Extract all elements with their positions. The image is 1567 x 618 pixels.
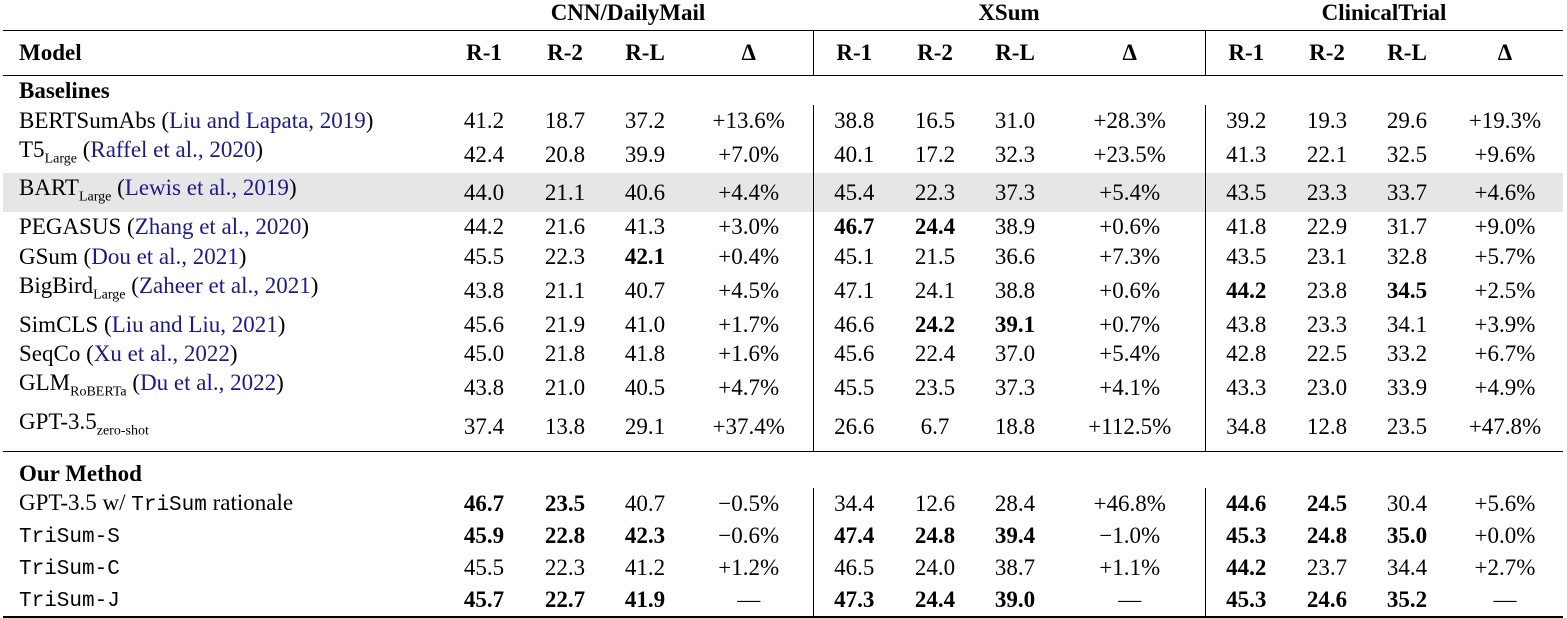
metric-cell: +112.5% — [1088, 413, 1172, 439]
citation-link: Liu and Liu, 2021 — [111, 311, 278, 337]
table-row — [3, 105, 1563, 134]
model-name: GSum (Dou et al., 2021) — [19, 243, 247, 269]
metric-cell: 22.3 — [544, 555, 586, 581]
metric-cell: 47.4 — [813, 520, 895, 552]
metric-cell: 41.3 — [1205, 135, 1287, 174]
metric-cell: 40.1 — [813, 135, 895, 174]
metric-cell: 43.8 — [463, 374, 505, 400]
metric-cell: 43.8 — [463, 277, 505, 303]
metric-cell: 24.5 — [1306, 491, 1348, 517]
metric-cell: 16.5 — [914, 107, 956, 133]
dataset-group-row — [3, 0, 1563, 31]
metric-cell: +9.0% — [1474, 214, 1536, 240]
metric-cell: — — [1055, 584, 1205, 617]
metric-cell: 37.2 — [624, 107, 666, 133]
model-label-suffix: rationale — [206, 489, 294, 515]
metric-cell: 35.0 — [1386, 523, 1428, 549]
metric-cell: 47.1 — [813, 271, 895, 310]
metric-cell: +3.0% — [718, 214, 780, 240]
metric-cell: 34.8 — [1205, 407, 1287, 452]
metric-cell: 32.5 — [1386, 141, 1428, 167]
metric-cell: 45.0 — [463, 340, 505, 366]
metric-cell: 24.8 — [914, 523, 956, 549]
model-name: SeqCo (Xu et al., 2022) — [19, 340, 238, 366]
metric-cell: 23.3 — [1306, 311, 1348, 337]
header-delta: Δ — [1447, 31, 1563, 76]
metric-cell: 45.5 — [463, 243, 505, 269]
metric-cell: 45.5 — [813, 368, 895, 407]
metric-cell: 29.6 — [1386, 107, 1428, 133]
header-r1: R-1 — [443, 31, 525, 76]
citation-link: Dou et al., 2021 — [91, 243, 239, 269]
metric-cell: +7.0% — [718, 141, 780, 167]
metric-cell: 23.7 — [1306, 555, 1348, 581]
model-name: SimCLS (Liu and Liu, 2021) — [19, 311, 286, 337]
dataset-xsum: XSum — [978, 0, 1040, 25]
metric-cell: 24.8 — [1306, 523, 1348, 549]
metric-cell: 40.7 — [624, 277, 666, 303]
table-row — [3, 212, 1563, 241]
metric-cell: 24.4 — [895, 584, 975, 617]
metric-cell: 45.9 — [463, 523, 505, 549]
metric-cell: 39.2 — [1205, 105, 1287, 134]
table-row — [3, 488, 1563, 520]
model-name — [3, 488, 443, 520]
metric-cell: +13.6% — [712, 107, 785, 133]
metric-cell: 47.3 — [813, 584, 895, 617]
metric-cell: 42.1 — [624, 243, 666, 269]
table-row — [3, 552, 1563, 584]
metric-cell: 34.4 — [813, 488, 895, 520]
metric-cell: +4.5% — [718, 277, 780, 303]
metric-cell: 21.0 — [544, 374, 586, 400]
model-subscript: Large — [93, 287, 126, 303]
metric-cell: 43.3 — [1205, 368, 1287, 407]
metric-cell: +5.4% — [1055, 173, 1205, 212]
metric-cell: 21.1 — [544, 277, 586, 303]
model-label: T5 — [19, 136, 45, 162]
metric-cell: 6.7 — [920, 413, 950, 439]
metric-cell: −1.0% — [1099, 523, 1161, 549]
metric-cell: +1.6% — [718, 340, 780, 366]
metric-cell: 45.4 — [813, 173, 895, 212]
header-rl: R-L — [605, 31, 685, 76]
metric-cell: 24.1 — [914, 277, 956, 303]
model-label: GLM — [19, 370, 71, 396]
model-label: BERTSumAbs — [19, 107, 156, 133]
table-row — [3, 520, 1563, 552]
metric-cell: — — [1447, 584, 1563, 617]
model-label: GPT-3.5 w/ — [19, 489, 132, 515]
header-rl: R-L — [975, 31, 1055, 76]
model-label: BigBird — [19, 272, 94, 298]
metric-cell: +4.1% — [1099, 374, 1161, 400]
metric-cell: 12.8 — [1306, 413, 1348, 439]
metric-cell: 37.4 — [463, 413, 505, 439]
metric-cell: 22.3 — [895, 173, 975, 212]
metric-cell: 41.2 — [624, 555, 666, 581]
metric-cell: 40.5 — [624, 374, 666, 400]
metric-cell: 44.2 — [1205, 271, 1287, 310]
metric-cell: 31.7 — [1386, 214, 1428, 240]
metric-cell: 46.7 — [463, 491, 505, 517]
metric-cell: +5.6% — [1474, 491, 1536, 517]
metric-cell: +47.8% — [1468, 413, 1542, 439]
table-body — [3, 76, 1563, 617]
metric-cell: +6.7% — [1474, 340, 1536, 366]
model-label: PEGASUS — [19, 214, 122, 240]
method-name: TriSum-C — [19, 557, 120, 581]
metric-cell: 38.9 — [994, 214, 1036, 240]
metric-cell: +4.9% — [1474, 374, 1536, 400]
metric-cell: 45.1 — [813, 241, 895, 270]
metric-cell: 23.3 — [1287, 173, 1367, 212]
metric-cell: 34.5 — [1386, 277, 1428, 303]
section-title: Our Method — [3, 452, 1563, 488]
model-label: SeqCo — [19, 340, 81, 366]
section-row — [3, 76, 1563, 106]
metric-cell: 18.8 — [994, 413, 1036, 439]
citation-link: Lewis et al., 2019 — [124, 175, 289, 201]
metric-cell: 39.9 — [624, 141, 666, 167]
table-row — [3, 368, 1563, 407]
metric-cell: +4.6% — [1447, 173, 1563, 212]
header-delta: Δ — [1055, 31, 1205, 76]
metric-cell: 45.3 — [1205, 520, 1287, 552]
metric-cell: +9.6% — [1474, 141, 1536, 167]
metric-cell: 37.3 — [994, 374, 1036, 400]
metric-cell: 23.8 — [1306, 277, 1348, 303]
metric-cell: 18.7 — [544, 107, 586, 133]
column-header-row — [3, 31, 1563, 76]
model-name: PEGASUS (Zhang et al., 2020) — [19, 214, 310, 240]
citation-link: Du et al., 2022 — [140, 370, 277, 396]
dataset-cnn-dailymail: CNN/DailyMail — [550, 0, 706, 25]
metric-cell: +37.4% — [712, 413, 785, 439]
metric-cell: 39.0 — [975, 584, 1055, 617]
metric-cell: 20.8 — [544, 141, 586, 167]
metric-cell: 46.7 — [813, 212, 895, 241]
model-name: $T5_{Large}$ (Raffel et al., 2020) — [19, 136, 264, 167]
metric-cell: 17.2 — [914, 141, 956, 167]
section-title: Baselines — [19, 78, 110, 104]
metric-cell: +1.1% — [1099, 555, 1161, 581]
metric-cell: 21.1 — [525, 173, 605, 212]
metric-cell: 22.9 — [1306, 214, 1348, 240]
metric-cell: +0.6% — [1099, 214, 1161, 240]
metric-cell: 39.1 — [994, 311, 1036, 337]
metric-cell: 43.5 — [1205, 241, 1287, 270]
metric-cell: 28.4 — [994, 491, 1036, 517]
metric-cell: 24.6 — [1287, 584, 1367, 617]
model-label: BART — [19, 175, 79, 201]
metric-cell: 29.1 — [624, 413, 666, 439]
metric-cell: 41.8 — [624, 340, 666, 366]
citation-link: Zhang et al., 2020 — [134, 214, 302, 240]
metric-cell: 31.0 — [994, 107, 1036, 133]
metric-cell: 21.6 — [544, 214, 586, 240]
metric-cell: 45.3 — [1205, 584, 1287, 617]
metric-cell: 39.4 — [994, 523, 1036, 549]
metric-cell: +3.9% — [1474, 311, 1536, 337]
metric-cell: 41.8 — [1205, 212, 1287, 241]
citation-link: Xu et al., 2022 — [93, 340, 230, 366]
metric-cell: 40.7 — [624, 491, 666, 517]
model-name — [3, 407, 443, 452]
metric-cell: 22.1 — [1306, 141, 1348, 167]
metric-cell: 43.5 — [1205, 173, 1287, 212]
model-subscript: Large — [78, 189, 112, 205]
dataset-clinicaltrial: ClinicalTrial — [1321, 0, 1447, 25]
header-delta: Δ — [685, 31, 813, 76]
metric-cell: 44.0 — [443, 173, 525, 212]
metric-cell: +4.7% — [718, 374, 780, 400]
citation-link: Raffel et al., 2020 — [90, 136, 256, 162]
metric-cell: 37.3 — [975, 173, 1055, 212]
metric-cell: +1.7% — [718, 311, 780, 337]
metric-cell: 34.1 — [1386, 311, 1428, 337]
header-r2: R-2 — [895, 31, 975, 76]
model-label: GSum — [19, 243, 78, 269]
metric-cell: 40.6 — [605, 173, 685, 212]
metric-cell: +2.5% — [1474, 277, 1536, 303]
method-name: TriSum-J — [19, 589, 120, 613]
metric-cell: 42.8 — [1205, 339, 1287, 368]
section-row — [3, 452, 1563, 488]
metric-cell: +23.5% — [1093, 141, 1166, 167]
metric-cell: 38.7 — [994, 555, 1036, 581]
metric-cell: 42.3 — [624, 523, 666, 549]
model-name — [3, 552, 443, 584]
results-table — [3, 0, 1563, 618]
metric-cell: 42.4 — [463, 141, 505, 167]
header-r1: R-1 — [1205, 31, 1287, 76]
metric-cell: — — [685, 584, 813, 617]
metric-cell: 22.5 — [1306, 340, 1348, 366]
metric-cell: +28.3% — [1093, 107, 1166, 133]
metric-cell: 37.0 — [994, 340, 1036, 366]
header-r2: R-2 — [525, 31, 605, 76]
metric-cell: +0.0% — [1474, 523, 1536, 549]
metric-cell: +0.4% — [718, 243, 780, 269]
header-rl: R-L — [1367, 31, 1447, 76]
metric-cell: 41.2 — [463, 107, 505, 133]
metric-cell: 30.4 — [1386, 491, 1428, 517]
table-row — [3, 584, 1563, 617]
header-model: Model — [3, 31, 443, 76]
metric-cell: 23.5 — [914, 374, 956, 400]
citation-link: Liu and Lapata, 2019 — [169, 107, 366, 133]
metric-cell: +2.7% — [1474, 555, 1536, 581]
metric-cell: 21.9 — [544, 311, 586, 337]
metric-cell: 23.5 — [1386, 413, 1428, 439]
model-name — [3, 584, 443, 617]
table-row — [3, 407, 1563, 452]
metric-cell: −0.6% — [718, 523, 780, 549]
metric-cell: 22.4 — [914, 340, 956, 366]
metric-cell: 23.5 — [544, 491, 586, 517]
metric-cell: +1.2% — [718, 555, 780, 581]
model-name: BigBird$_{Large}$ (Zaheer et al., 2021) — [19, 272, 319, 303]
model-label: SimCLS — [19, 311, 99, 337]
metric-cell: 32.3 — [994, 141, 1036, 167]
metric-cell: 24.2 — [914, 311, 956, 337]
metric-cell: 45.5 — [463, 555, 505, 581]
metric-cell: 36.6 — [994, 243, 1036, 269]
model-name: BERTSumAbs (Liu and Lapata, 2019) — [19, 107, 374, 133]
metric-cell: 13.8 — [544, 413, 586, 439]
metric-cell: 34.4 — [1386, 555, 1428, 581]
metric-cell: 43.8 — [1205, 309, 1287, 338]
metric-cell: 26.6 — [813, 407, 895, 452]
method-name: TriSum — [131, 493, 207, 517]
metric-cell: 38.8 — [813, 105, 895, 134]
table-row — [3, 309, 1563, 338]
metric-cell: 45.6 — [813, 339, 895, 368]
metric-cell: +0.7% — [1099, 311, 1161, 337]
metric-cell: 41.0 — [624, 311, 666, 337]
model-name: $BART_{Large}$ (Lewis et al., 2019) — [3, 173, 443, 212]
header-r2: R-2 — [1287, 31, 1367, 76]
metric-cell: 19.3 — [1306, 107, 1348, 133]
metric-cell: 44.2 — [1205, 552, 1287, 584]
metric-cell: 41.9 — [605, 584, 685, 617]
model-label: GPT-3.5 — [19, 408, 97, 434]
metric-cell: 41.3 — [624, 214, 666, 240]
metric-cell: 24.4 — [914, 214, 956, 240]
table-row — [3, 173, 1563, 212]
metric-cell: 38.8 — [994, 277, 1036, 303]
metric-cell: 32.8 — [1386, 243, 1428, 269]
metric-cell: +46.8% — [1093, 491, 1166, 517]
metric-cell: 33.2 — [1386, 340, 1428, 366]
table-row — [3, 271, 1563, 310]
metric-cell: +5.7% — [1474, 243, 1536, 269]
model-subscript: zero-shot — [96, 423, 149, 439]
model-subscript: Large — [44, 151, 77, 167]
metric-cell: 22.3 — [544, 243, 586, 269]
model-name — [3, 520, 443, 552]
table-row — [3, 241, 1563, 270]
metric-cell: 22.7 — [525, 584, 605, 617]
metric-cell: 46.5 — [813, 552, 895, 584]
metric-cell: +4.4% — [685, 173, 813, 212]
header-r1: R-1 — [813, 31, 895, 76]
metric-cell: 24.0 — [914, 555, 956, 581]
metric-cell: 12.6 — [914, 491, 956, 517]
metric-cell: 46.6 — [813, 309, 895, 338]
metric-cell: 45.7 — [443, 584, 525, 617]
metric-cell: 22.8 — [544, 523, 586, 549]
metric-cell: 35.2 — [1367, 584, 1447, 617]
metric-cell: 23.1 — [1306, 243, 1348, 269]
metric-cell: +5.4% — [1099, 340, 1161, 366]
metric-cell: 33.9 — [1386, 374, 1428, 400]
model-name: $GLM_{RoBERTa}$ (Du et al., 2022) — [19, 370, 284, 400]
metric-cell: +0.6% — [1099, 277, 1161, 303]
model-subscript: RoBERTa — [70, 384, 127, 400]
method-name: TriSum-S — [19, 525, 120, 549]
table-row — [3, 135, 1563, 174]
metric-cell: 21.5 — [914, 243, 956, 269]
citation-link: Zaheer et al., 2021 — [138, 272, 311, 298]
table-row — [3, 339, 1563, 368]
metric-cell: 33.7 — [1367, 173, 1447, 212]
metric-cell: 44.6 — [1205, 488, 1287, 520]
metric-cell: −0.5% — [718, 491, 780, 517]
metric-cell: +7.3% — [1099, 243, 1161, 269]
metric-cell: +19.3% — [1468, 107, 1542, 133]
metric-cell: 44.2 — [463, 214, 505, 240]
metric-cell: 45.6 — [463, 311, 505, 337]
metric-cell: 21.8 — [544, 340, 586, 366]
metric-cell: 23.0 — [1306, 374, 1348, 400]
